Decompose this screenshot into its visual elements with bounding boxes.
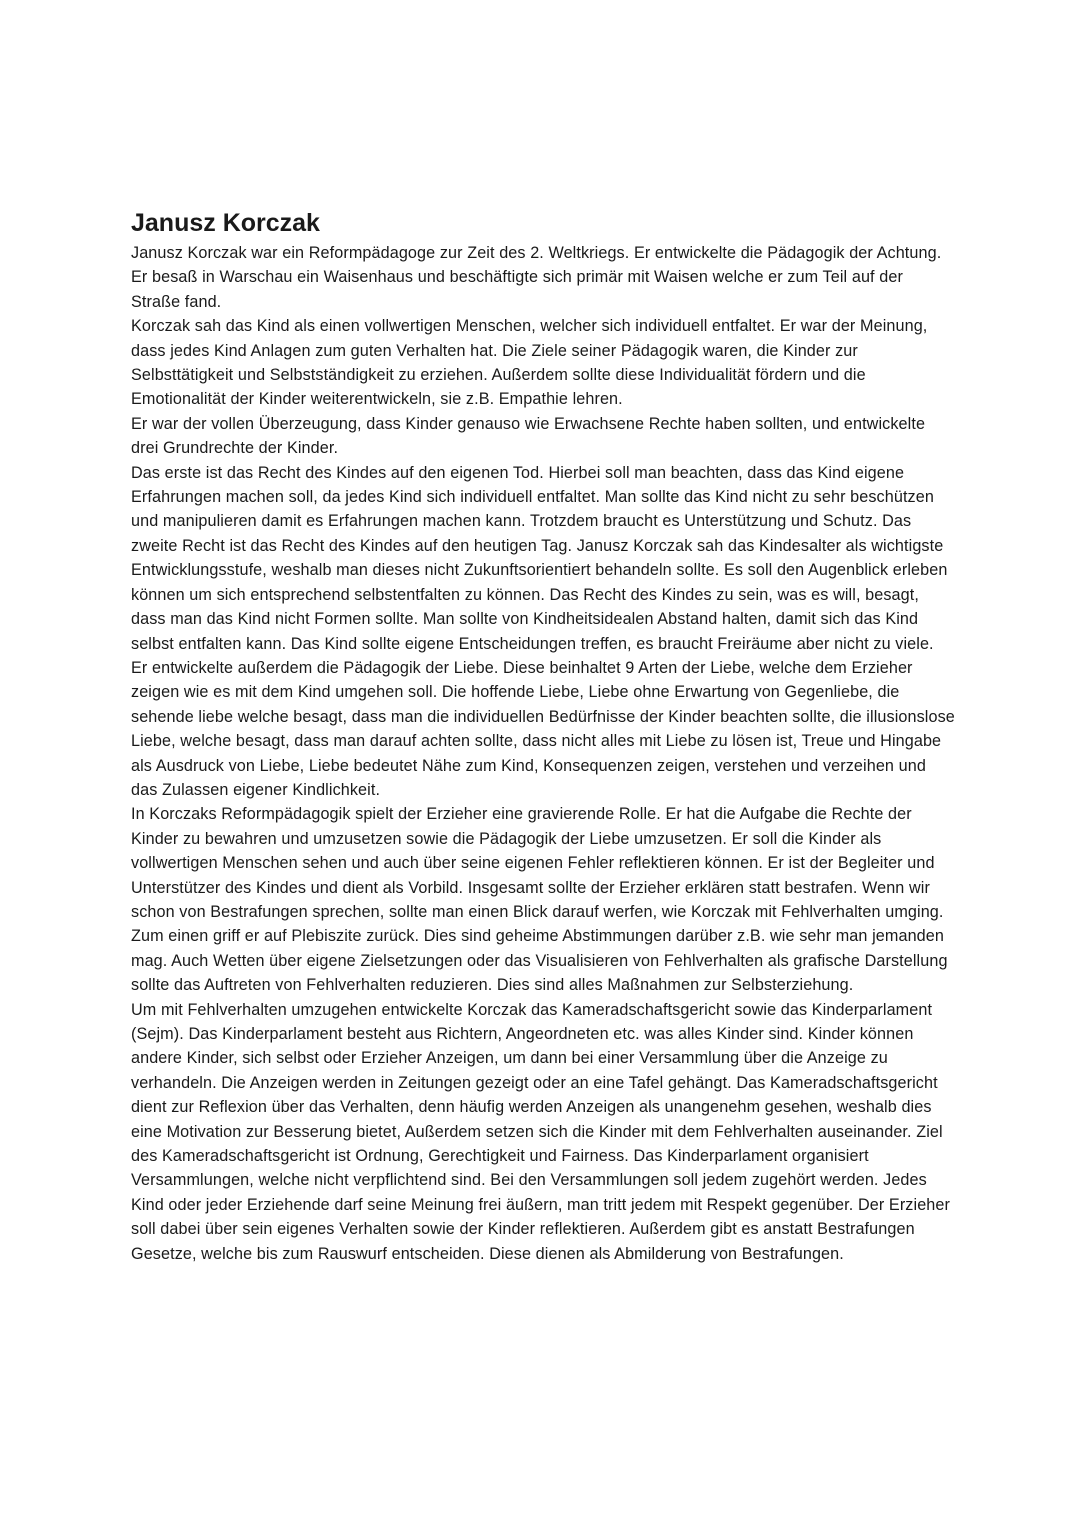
document-title: Janusz Korczak bbox=[131, 209, 320, 237]
paragraph-grundrechte-intro: Er war der vollen Überzeugung, dass Kinder genauso wie Erwachsene Rechte haben sollten, und entwickelte drei Grundrechte der Kinder. bbox=[131, 414, 926, 458]
paragraph-grundrechte: Das erste ist das Recht des Kindes auf den eigenen Tod. Hierbei soll man beachten, dass das Kind eigene Erfahrungen machen soll, da jedes Kind sich individuell entfaltet. Man sollte das Kind nicht zu sehr beschützen und manipulieren damit es Erfahrungen machen kann. Trotzdem braucht es Unterstützung und Schutz. Das zweite Recht ist das Recht des Kindes auf den heutigen Tag. Janusz Korczak sah das Kindesalter als wichtigste Entwicklungsstufe, weshalb man dieses nicht Zukunftsorientiert behandeln sollte. Es soll den Augenblick erleben können um sich entsprechend selbstentfalten zu können. Das Recht des Kindes zu sein, was es will, besagt, dass man das Kind nicht Formen sollte. Man sollte von Kindheitsidealen Abstand halten, damit sich das Kind selbst entfalten kann. Das Kind sollte eigene Entscheidungen treffen, es braucht Freiräume aber nicht zu viele. bbox=[131, 463, 948, 653]
paragraph-paedagogik-der-liebe: Er entwickelte außerdem die Pädagogik der Liebe. Diese beinhaltet 9 Arten der Liebe, welche dem Erzieher zeigen wie es mit dem Kind umgehen soll. Die hoffende Liebe, Liebe ohne Erwartung von Gegenliebe, die sehende liebe welche besagt, dass man die individuellen Bedürfnisse der Kinder beachten sollte, die illusionslose Liebe, welche besagt, dass man darauf achten sollte, dass nicht alles mit Liebe zu lösen ist, Treue und Hingabe als Ausdruck von Liebe, Liebe bedeutet Nähe zum Kind, Konsequenzen zeigen, verstehen und verzeihen und das Zulassen eigener Kindlichkeit. bbox=[131, 658, 955, 799]
paragraph-rolle-des-erziehers: In Korczaks Reformpädagogik spielt der Erzieher eine gravierende Rolle. Er hat die Aufgabe die Rechte der Kinder zu bewahren und umzusetzen sowie die Pädagogik der Liebe umzusetzen. Er soll die Kinder als vollwertigen Menschen sehen und auch über seine eigenen Fehler reflektieren können. Er ist der Begleiter und Unterstützer des Kindes und dient als Vorbild. Insgesamt sollte der Erzieher erklären statt bestrafen. Wenn wir schon von Bestrafungen sprechen, sollte man einen Blick darauf werfen, wie Korczak mit Fehlverhalten umging. Zum einen griff er auf Plebiszite zurück. Dies sind geheime Abstimmungen darüber z.B. wie sehr man jemanden mag. Auch Wetten über eigene Zielsetzungen oder das Visualisieren von Fehlverhalten als grafische Darstellung sollte das Auftreten von Fehlverhalten reduzieren. Dies sind alles Maßnahmen zur Selbsterziehung. bbox=[131, 805, 948, 995]
paragraph-kameradschaftsgericht: Um mit Fehlverhalten umzugehen entwickelte Korczak das Kameradschaftsgericht sowie das Kinderparlament (Sejm). Das Kinderparlament besteht aus Richtern, Angeordneten etc. was alles Kinder sind. Kinder können andere Kinder, sich selbst oder Erzieher Anzeigen, um dann bei einer Versammlung über die Anzeige zu verhandeln. Die Anzeigen werden in Zeitungen gezeigt oder an eine Tafel gehängt. Das Kameradschaftsgericht dient zur Reflexion über das Verhalten, denn häufig werden Anzeigen als unangenehm gesehen, weshalb dies eine Motivation zur Besserung bietet, Außerdem setzen sich die Kinder mit dem Fehlverhalten auseinander. Ziel des Kameradschaftsgericht ist Ordnung, Gerechtigkeit und Fairness. Das Kinderparlament organisiert Versammlungen, welche nicht verpflichtend sind. Bei den Versammlungen soll jedem zugehört werden. Jedes Kind oder jeder Erziehende darf seine Meinung frei äußern, man tritt jedem mit Respekt gegenüber. Der Erzieher soll dabei über sein eigenes Verhalten sowie der Kinder reflektieren. Außerdem gibt es anstatt Bestrafungen Gesetze, welche bis zum Rauswurf entscheiden. Diese dienen als Abmilderung von Bestrafungen. bbox=[131, 1000, 950, 1263]
paragraph-introduction: Janusz Korczak war ein Reformpädagoge zur Zeit des 2. Weltkriegs. Er entwickelte die Pädagogik der Achtung. Er besaß in Warschau ein Waisenhaus und beschäftigte sich primär mit Waisen welche er zum Teil auf der Straße fand. bbox=[131, 244, 942, 311]
paragraph-menschenbild: Korczak sah das Kind als einen vollwertigen Menschen, welcher sich individuell entfaltet. Er war der Meinung, dass jedes Kind Anlagen zum guten Verhalten hat. Die Ziele seiner Pädagogik waren, die Kinder zur Selbsttätigkeit und Selbstständigkeit zu erziehen. Außerdem sollte diese Individualität fördern und die Emotionalität der Kinder weiterentwickeln, sie z.B. Empathie lehren. bbox=[131, 317, 928, 409]
document-page bbox=[131, 207, 956, 1266]
